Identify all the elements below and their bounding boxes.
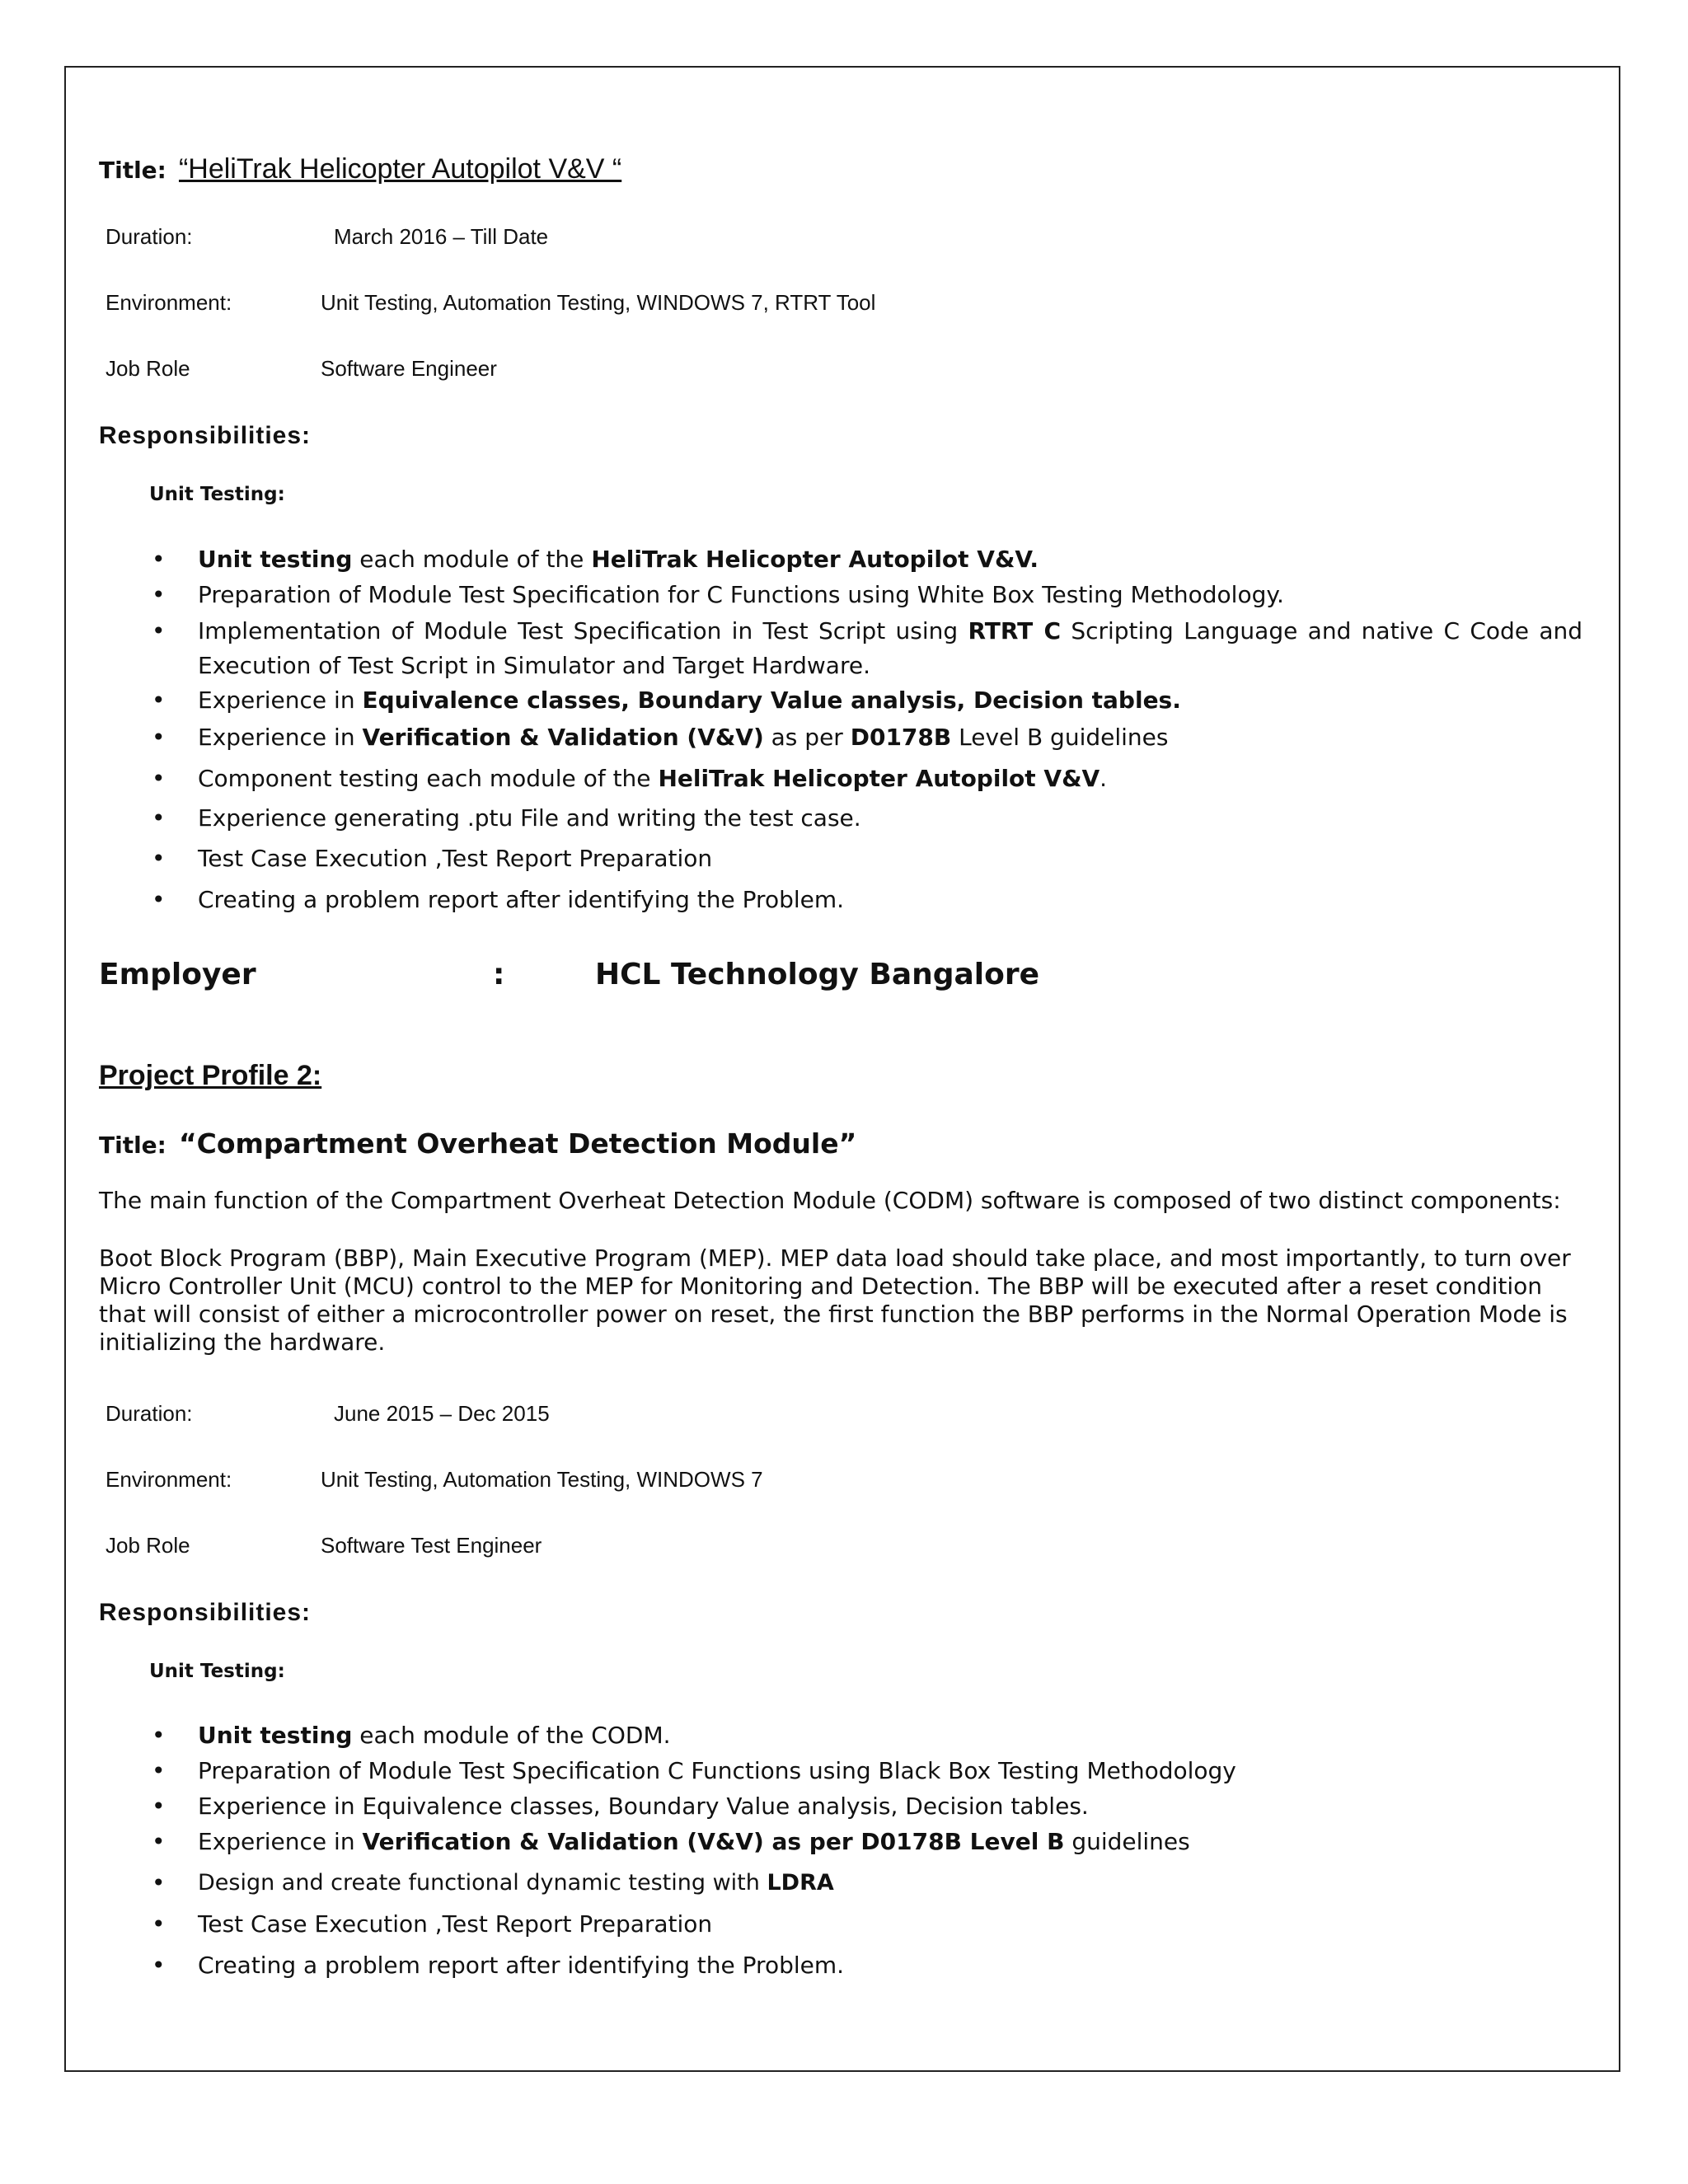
- list-item-text: as per: [763, 724, 851, 751]
- bullet-icon: •: [152, 687, 166, 714]
- list-item: [152, 683, 1181, 718]
- list-item-text: Level B guidelines: [951, 724, 1169, 751]
- employer-value: HCL Technology Bangalore: [595, 958, 1040, 991]
- list-item-bold: Equivalence classes, Boundary Value analysis, Decision tables.: [362, 687, 1181, 714]
- bullet-icon: •: [152, 886, 166, 913]
- bullet-icon: •: [152, 1757, 166, 1784]
- list-item-bold: Unit testing: [198, 546, 353, 573]
- list-item-text: Test Case Execution ,Test Report Preparation: [198, 1910, 713, 1938]
- bullet-icon: •: [152, 1793, 166, 1820]
- job-role-value: Software Test Engineer: [321, 1533, 542, 1558]
- environment-value: Unit Testing, Automation Testing, WINDOWS 7: [321, 1467, 763, 1492]
- list-item: [152, 542, 1039, 577]
- list-item: [152, 801, 861, 836]
- list-item: [152, 1718, 671, 1753]
- list-item-text: Preparation of Module Test Specification C Functions using Black Box Testing Methodology: [198, 1757, 1236, 1784]
- title-label: Title:: [99, 157, 166, 184]
- unit-testing-subheading: Unit Testing:: [149, 1661, 285, 1682]
- environment-label: Environment:: [106, 290, 232, 315]
- environment-label: Environment:: [106, 1467, 232, 1492]
- list-item: [152, 762, 1108, 796]
- job-role-label: Job Role: [106, 1533, 190, 1558]
- bullet-icon: •: [152, 1869, 166, 1896]
- bullet-icon: •: [152, 845, 166, 872]
- bullet-icon: •: [152, 804, 166, 832]
- list-item: [152, 614, 1583, 683]
- list-item-text: Experience in: [198, 1828, 363, 1855]
- list-item: [152, 1866, 834, 1900]
- environment-value: Unit Testing, Automation Testing, WINDOWS 7, RTRT Tool: [321, 290, 876, 315]
- list-item-bold: HeliTrak Helicopter Autopilot V&V.: [591, 546, 1039, 573]
- list-item: [152, 1948, 845, 1983]
- list-item-text: Component testing each module of the: [198, 765, 659, 792]
- responsibilities-heading: Responsibilities:: [99, 422, 312, 449]
- bullet-icon: •: [152, 1910, 166, 1938]
- list-item: [152, 1754, 1236, 1788]
- bullet-icon: •: [152, 617, 166, 644]
- job-role-value: Software Engineer: [321, 356, 497, 381]
- list-item-bold: Verification & Validation (V&V): [362, 724, 764, 751]
- project1-title-text: “HeliTrak Helicopter Autopilot V&V “: [178, 153, 622, 185]
- list-item-text: Preparation of Module Test Specification for C Functions using White Box Testing Methodology.: [198, 581, 1284, 608]
- job-role-label: Job Role: [106, 356, 190, 381]
- list-item-bold: Verification & Validation (V&V) as per D0178B Level B: [362, 1828, 1065, 1855]
- duration-label: Duration:: [106, 1401, 193, 1426]
- list-item-text: Experience in: [198, 724, 363, 751]
- list-item-text: Creating a problem report after identifying the Problem.: [198, 1952, 845, 1979]
- list-item: [152, 841, 713, 876]
- bullet-icon: •: [152, 724, 166, 751]
- project1-title: [99, 153, 621, 185]
- list-item-bold: LDRA: [767, 1870, 834, 1896]
- list-item-text: guidelines: [1064, 1828, 1190, 1855]
- list-item: [152, 883, 845, 917]
- list-item-text: Implementation of Module Test Specification in Test Script using: [198, 617, 968, 644]
- list-item-text: Creating a problem report after identifying the Problem.: [198, 886, 845, 913]
- bullet-icon: •: [152, 546, 166, 573]
- list-item: [152, 1825, 1190, 1859]
- list-item-text: .: [1100, 765, 1108, 792]
- bullet-icon: •: [152, 1952, 166, 1979]
- list-item-text: each module of the CODM.: [352, 1722, 671, 1749]
- project2-title-text: “Compartment Overheat Detection Module”: [178, 1127, 857, 1160]
- project-profile-heading: Project Profile 2:: [99, 1060, 322, 1091]
- list-item-text: each module of the: [352, 546, 592, 573]
- list-item: [152, 1907, 713, 1942]
- duration-value: June 2015 – Dec 2015: [334, 1401, 550, 1426]
- bullet-icon: •: [152, 1828, 166, 1855]
- list-item-bold: HeliTrak Helicopter Autopilot V&V: [658, 765, 1100, 792]
- list-item-text: Design and create functional dynamic testing with: [198, 1870, 767, 1896]
- list-item-text: Test Case Execution ,Test Report Preparation: [198, 845, 713, 872]
- list-item: [152, 1789, 1089, 1824]
- duration-value: March 2016 – Till Date: [334, 224, 549, 249]
- project2-intro: The main function of the Compartment Overheat Detection Module (CODM) software is composed of two distinct components:: [99, 1187, 1561, 1214]
- list-item-bold: D0178B: [850, 724, 952, 751]
- project2-title: [99, 1127, 856, 1160]
- list-item: [152, 720, 1169, 755]
- bullet-icon: •: [152, 581, 166, 608]
- list-item-text: Experience generating .ptu File and writing the test case.: [198, 804, 861, 832]
- list-item-text: Experience in Equivalence classes, Boundary Value analysis, Decision tables.: [198, 1793, 1089, 1820]
- bullet-icon: •: [152, 1722, 166, 1749]
- unit-testing-subheading: Unit Testing:: [149, 484, 285, 505]
- list-item-bold: Unit testing: [198, 1722, 353, 1749]
- employer-label: Employer: [99, 958, 256, 991]
- list-item-text: Scripting Language and native C Code and Execution of Test Script in Simulator and Target Hardware.: [198, 617, 1583, 679]
- employer-colon: :: [493, 958, 505, 991]
- list-item: [152, 578, 1284, 612]
- bullet-icon: •: [152, 765, 166, 792]
- responsibilities-heading: Responsibilities:: [99, 1599, 312, 1626]
- project2-description: Boot Block Program (BBP), Main Executive Program (MEP). MEP data load should take place, and most importantly, to turn over Micro Controller Unit (MCU) control to the MEP for Monitoring and Detection. The BBP will be executed after a reset condition that will consist of either a microcontroller power on reset, the first function the BBP performs in the Normal Operation Mode is initializing the hardware.: [99, 1244, 1571, 1356]
- list-item-text: Experience in: [198, 687, 363, 714]
- list-item-bold: RTRT C: [968, 617, 1061, 644]
- title-label: Title:: [99, 1132, 166, 1159]
- duration-label: Duration:: [106, 224, 193, 249]
